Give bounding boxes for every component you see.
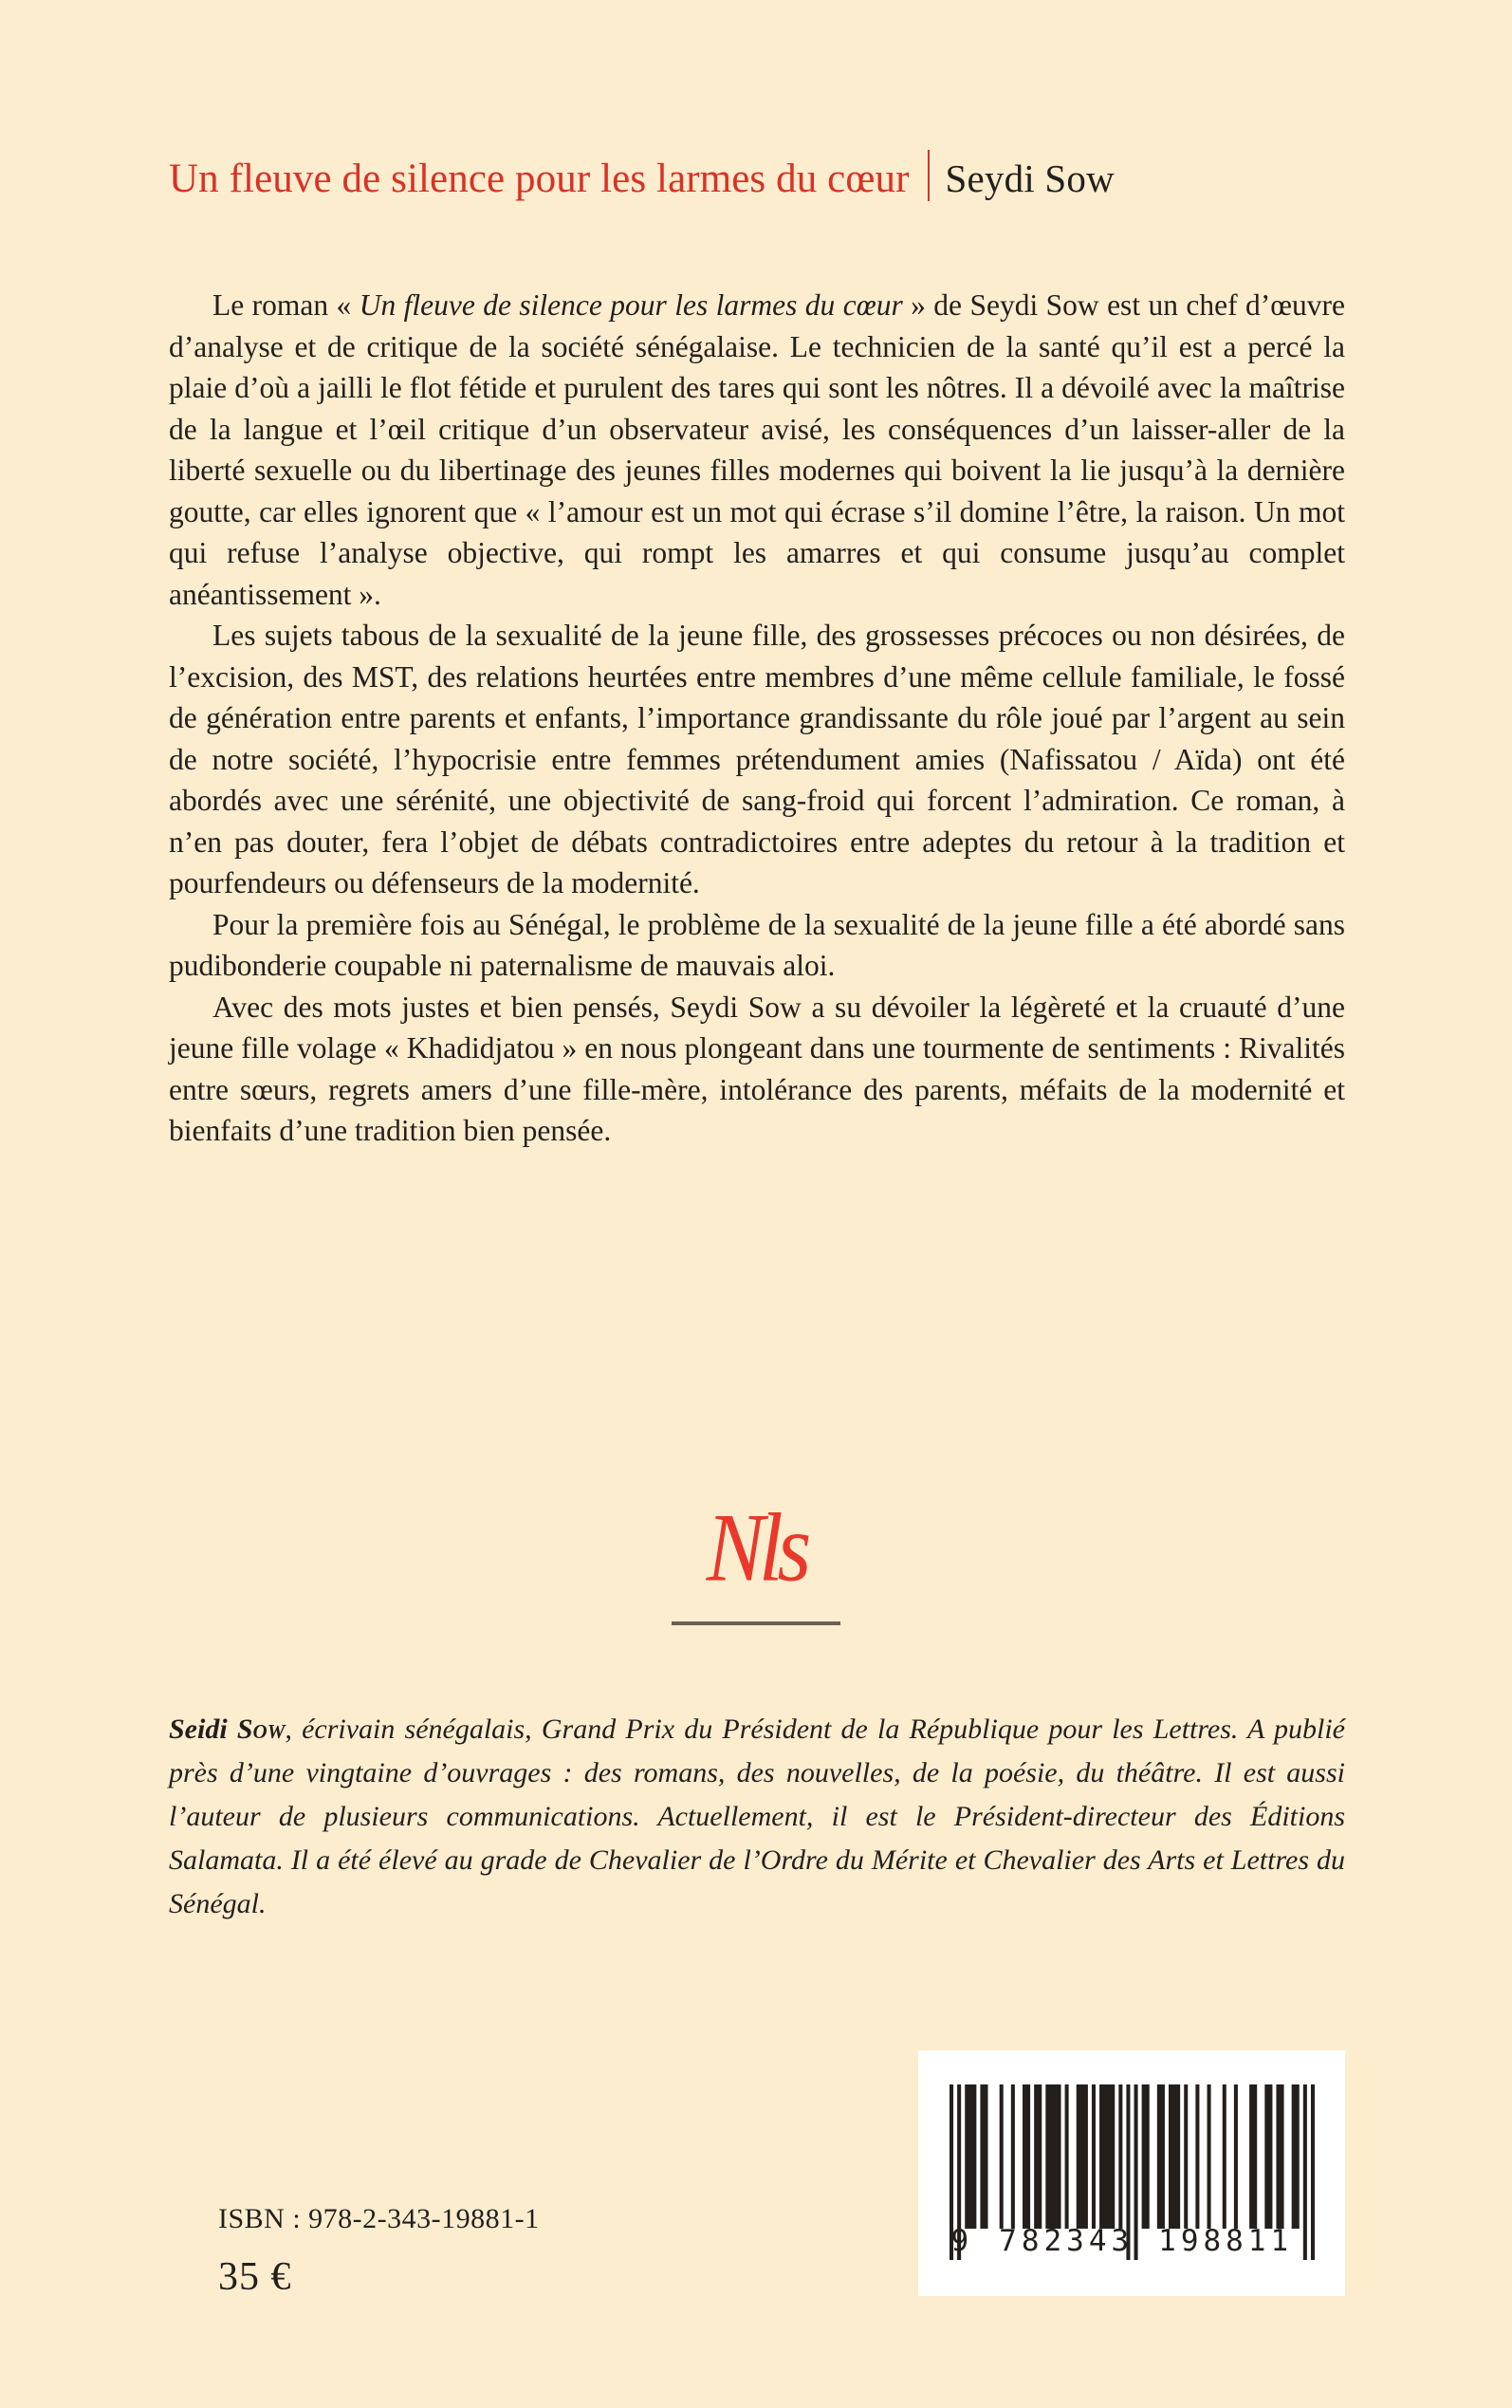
nls-publisher-logo: Nls — [706, 1492, 806, 1602]
bio-author-first-name: Seidi — [169, 1713, 237, 1745]
bio-author-last-name: Sow — [236, 1713, 286, 1745]
isbn-price-block — [218, 2203, 540, 2300]
title-row — [169, 140, 1366, 201]
author-name: Seydi Sow — [945, 157, 1115, 200]
blurb-paragraph-1 — [169, 285, 1345, 615]
publisher-block — [0, 1492, 1512, 1625]
publisher-rule — [672, 1621, 840, 1625]
price-text: 35 € — [218, 2255, 292, 2299]
barcode-lead-digit: 9 — [950, 2224, 971, 2258]
isbn-text: ISBN : 978-2-343-19881-1 — [218, 2203, 540, 2234]
blurb-paragraph-4: Avec des mots justes et bien pensés, Seydi Sow a su dévoiler la légèreté et la cruauté d’une jeune fille volage « Khadidjatou » en nous plongeant dans une tourmente de sentiments : Rivalités entre sœurs, regrets amers d’une fille-mère, intolérance des parents, méfaits de la modernité et bienfaits d’une tradition bien pensée. — [169, 990, 1345, 1147]
blurb-p1-rest: » de Seydi Sow est un chef d’œuvre d’analyse et de critique de la société sénégalaise. Le technicien de la santé qu’il est a percé la plaie d’où a jailli le flot fétide et purulent des tares qui sont les nôtres. Il a dévoilé avec la maîtrise de la langue et l’œil critique d’un observateur avisé, les conséquences d’un laisser-aller de la liberté sexuelle ou du libertinage des jeunes filles modernes qui boivent la lie jusqu’à la dernière goutte, car elles ignorent que « l’amour est un mot qui écrase s’il domine l’être, la raison. Un mot qui refuse l’analyse objective, qui rompt les amarres et qui consume jusqu’au complet anéantissement ». — [169, 288, 1345, 611]
title-divider — [928, 150, 930, 201]
blurb-text — [169, 285, 1345, 1152]
barcode-digits — [950, 2226, 1315, 2258]
blurb-paragraph-3: Pour la première fois au Sénégal, le problème de la sexualité de la jeune fille a été abordé sans pudibonderie coupable ni paternalisme de mauvais aloi. — [169, 907, 1345, 982]
barcode-left-group: 782343 — [999, 2224, 1134, 2258]
blurb-paragraph-2: Les sujets tabous de la sexualité de la jeune fille, des grossesses précoces ou non désirées, de l’excision, des MST, des relations heurtées entre membres d’une même cellule familiale, le fossé de génération entre parents et enfants, l’importance grandissante du rôle joué par l’argent au sein de notre société, l’hypocrisie entre femmes prétendument amies (Nafissatou / Aïda) ont été abordés avec une sérénité, une objectivité de sang-froid qui forcent l’admiration. Ce roman, à n’en pas douter, fera l’objet de débats contradictoires entre adeptes du retour à la tradition et pourfendeurs ou défenseurs de la modernité. — [169, 619, 1345, 899]
blurb-p1-lead: Le roman « — [212, 288, 360, 322]
blurb-p1-italic-title: Un fleuve de silence pour les larmes du cœur — [359, 288, 903, 322]
barcode-graphic — [950, 2084, 1315, 2260]
bio-body-text: , écrivain sénégalais, Grand Prix du Président de la République pour les Lettres. A publié près d’une vingtaine d’ouvrages : des romans, des nouvelles, de la poésie, du théâtre. Il est aussi l’auteur de plusieurs communications. Actuellement, il est le Président-directeur des Éditions Salamata. Il a été élevé au grade de Chevalier de l’Ordre du Mérite et Chevalier des Arts et Lettres du Sénégal. — [169, 1713, 1346, 1919]
barcode-panel — [918, 2050, 1345, 2296]
barcode-right-group: 198811 — [1158, 2224, 1294, 2258]
author-bio — [169, 1708, 1345, 1926]
page-title: Un fleuve de silence pour les larmes du cœur — [169, 157, 910, 201]
